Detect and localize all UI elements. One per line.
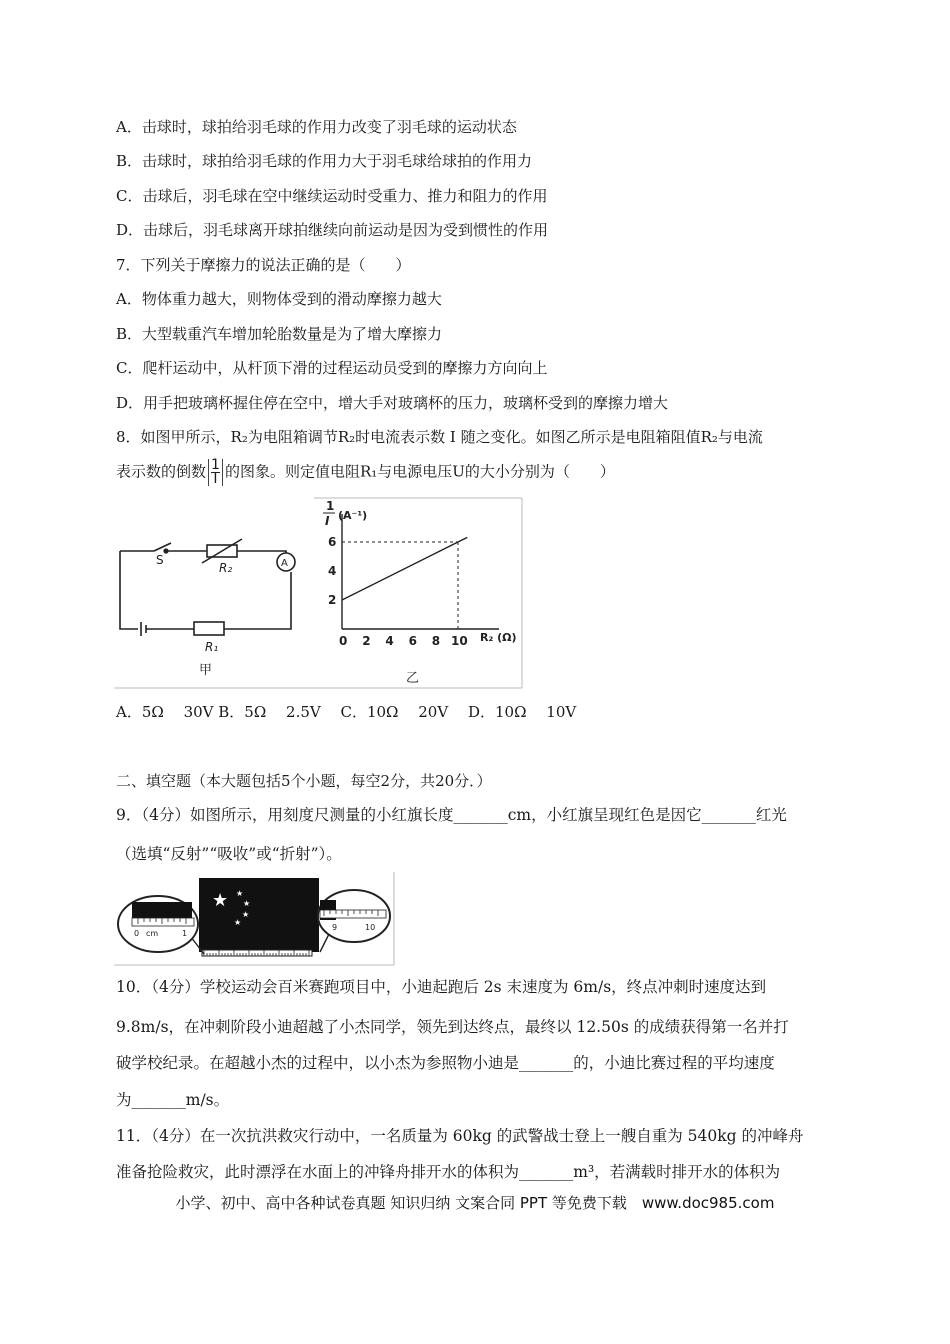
switch-icon <box>154 543 171 551</box>
q10-line2: 9.8m/s，在冲刺阶段小迪超越了小杰同学，领先到达终点，最终以 12.50s 的成绩获得第一名并打 <box>116 1018 789 1036</box>
q8-figure <box>114 496 524 690</box>
svg-text:★: ★ <box>234 918 242 927</box>
svg-text:★: ★ <box>242 910 250 919</box>
ruler-flag-figure <box>114 872 396 966</box>
ruler-left-label-0: 0 <box>134 929 140 938</box>
ruler-left-label-cm: cm <box>146 929 159 938</box>
q7-option-b: B．大型载重汽车增加轮胎数量是为了增大摩擦力 <box>116 325 443 343</box>
circuit-caption: 甲 <box>199 663 213 678</box>
q6-option-a: A．击球时，球拍给羽毛球的作用力改变了羽毛球的运动状态 <box>116 118 517 136</box>
x-tick-label: 0 <box>339 634 348 648</box>
q7-option-d: D．用手把玻璃杯握住停在空中，增大手对玻璃杯的压力，玻璃杯受到的摩擦力增大 <box>116 394 669 412</box>
x-tick-label: 2 <box>362 634 371 648</box>
reciprocal-fraction <box>208 459 223 486</box>
q9-line2: （选填“反射”“吸收”或“折射”）。 <box>116 845 342 863</box>
q6-option-b: B．击球时，球拍给羽毛球的作用力大于羽毛球给球拍的作用力 <box>116 152 533 170</box>
fraction-numerator: 1 <box>211 457 220 473</box>
q10-line1: 10．（4分）学校运动会百米赛跑项目中，小迪起跑后 2s 末速度为 6m/s，终点冲刺时速度达到 <box>116 978 767 996</box>
y-axis-label-numerator: 1 <box>326 499 335 513</box>
q10-line3: 破学校纪录。在超越小杰的过程中，以小杰为参照物小迪是_______的，小迪比赛过程的平均速度 <box>116 1054 775 1072</box>
q11-line1: 11．（4分）在一次抗洪救灾行动中，一名质量为 60kg 的武警战士登上一艘自重为 540kg 的冲峰舟 <box>116 1127 804 1145</box>
circuit-diagram <box>120 539 295 636</box>
y-axis-unit: (A⁻¹) <box>338 509 368 522</box>
x-axis-label: R₂ (Ω) <box>480 631 517 644</box>
q8-stem-line1: 8．如图甲所示，R₂为电阻箱调节R₂时电流表示数 I 随之变化。如图乙所示是电阻箱阻值R₂与电流 <box>116 428 763 446</box>
y-axis-label-denominator: I <box>325 514 330 528</box>
series-line <box>342 537 467 600</box>
ruler-right-label-9: 9 <box>332 923 338 932</box>
q8-stem-line2 <box>116 459 615 486</box>
ruler-left-label-1: 1 <box>182 929 188 938</box>
x-tick-label: 6 <box>408 634 417 648</box>
x-tick-label: 8 <box>431 634 441 648</box>
svg-text:★: ★ <box>243 899 251 908</box>
x-tick-label: 10 <box>451 634 468 648</box>
q8-stem-post: 的图象。则定值电阻R₁与电源电压U的大小分别为（ ） <box>224 462 615 481</box>
q8-options: A．5Ω 30V B．5Ω 2.5V C．10Ω 20V D．10Ω 10V <box>116 703 577 721</box>
fraction-denominator: I <box>213 471 218 487</box>
ruler-right-label-10: 10 <box>365 923 376 932</box>
page-footer: 小学、初中、高中各种试卷真题 知识归纳 文案合同 PPT 等免费下载 www.doc985.com <box>175 1194 775 1212</box>
q8-stem-pre: 表示数的倒数 <box>116 462 207 481</box>
q7-option-a: A．物体重力越大，则物体受到的滑动摩擦力越大 <box>116 290 442 308</box>
x-tick-label: 4 <box>385 634 394 648</box>
y-tick-label: 2 <box>328 593 337 607</box>
q11-line2: 准备抢险救灾，此时漂浮在水面上的冲锋舟排开水的体积为_______m³，若满载时排开水的体积为 <box>116 1163 781 1181</box>
q9-line1: 9．（4分）如图所示，用刻度尺测量的小红旗长度_______cm，小红旗呈现红色是因它_______红光 <box>116 806 787 824</box>
ruler <box>202 950 312 956</box>
r2-label: R₂ <box>219 561 233 575</box>
resistor-r1 <box>194 622 224 635</box>
q6-option-d: D．击球后，羽毛球离开球拍继续向前运动是因为受到惯性的作用 <box>116 221 549 239</box>
r1-label: R₁ <box>205 640 219 654</box>
graph-r2-vs-reciprocal-current <box>323 499 517 686</box>
graph-caption: 乙 <box>406 671 420 686</box>
q10-line4: 为_______m/s。 <box>116 1091 230 1109</box>
q6-option-c: C．击球后，羽毛球在空中继续运动时受重力、推力和阻力的作用 <box>116 187 548 205</box>
q7-option-c: C．爬杆运动中，从杆顶下滑的过程运动员受到的摩擦力方向向上 <box>116 359 548 377</box>
y-tick-label: 4 <box>328 564 337 578</box>
svg-text:★: ★ <box>236 889 244 898</box>
section2-heading: 二、填空题（本大题包括5个小题，每空2分，共20分．） <box>116 772 492 790</box>
ammeter-label: A <box>281 558 288 569</box>
flag-big-star-icon: ★ <box>212 890 229 911</box>
q7-stem: 7．下列关于摩擦力的说法正确的是（ ） <box>116 256 411 274</box>
y-tick-label: 6 <box>328 535 337 549</box>
switch-label: S <box>156 553 164 567</box>
